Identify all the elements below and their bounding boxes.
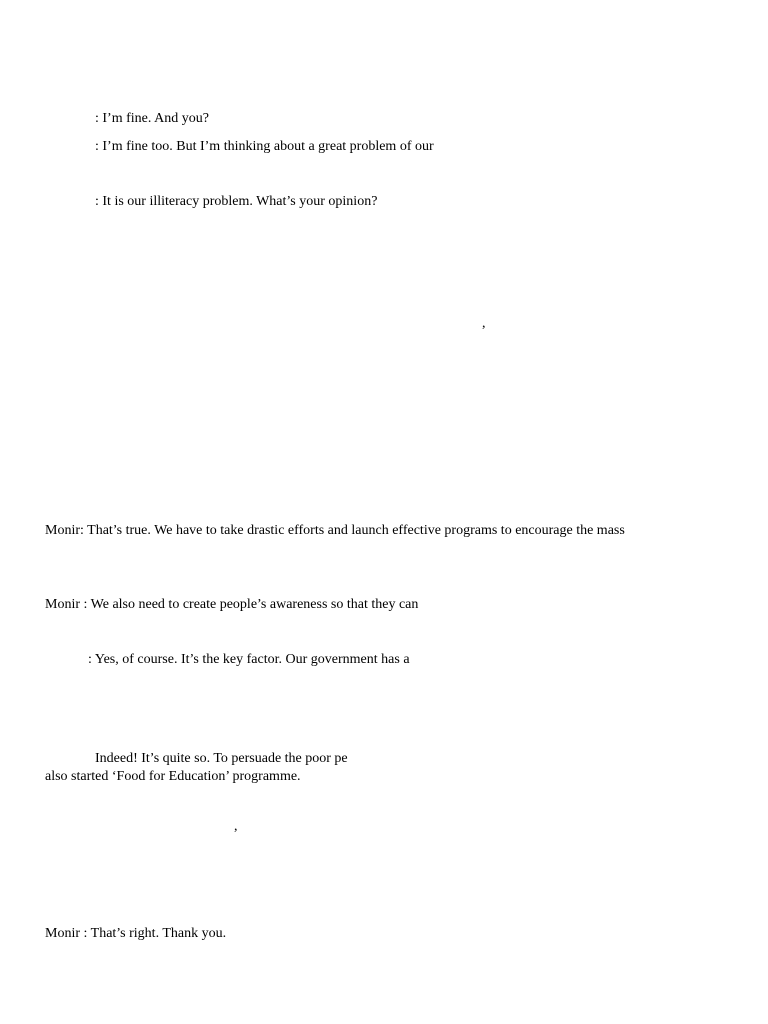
dialogue-line-2: : I’m fine too. But I’m thinking about a great problem of our [95,139,434,154]
stray-comma-1: , [482,316,486,331]
dialogue-line-4: Monir: That’s true. We have to take drastic efforts and launch effective programs to encourage the mass [45,523,625,538]
dialogue-line-1: : I’m fine. And you? [95,111,209,126]
dialogue-line-5: Monir : We also need to create people’s awareness so that they can [45,597,419,612]
dialogue-line-9: Monir : That’s right. Thank you. [45,926,227,941]
dialogue-line-6: : Yes, of course. It’s the key factor. Our government has a [88,652,410,667]
dialogue-line-8: also started ‘Food for Education’ programme. [45,769,301,784]
dialogue-line-7: Indeed! It’s quite so. To persuade the poor pe [95,751,348,766]
stray-comma-2: , [234,819,238,834]
dialogue-line-3: : It is our illiteracy problem. What’s your opinion? [95,194,378,209]
